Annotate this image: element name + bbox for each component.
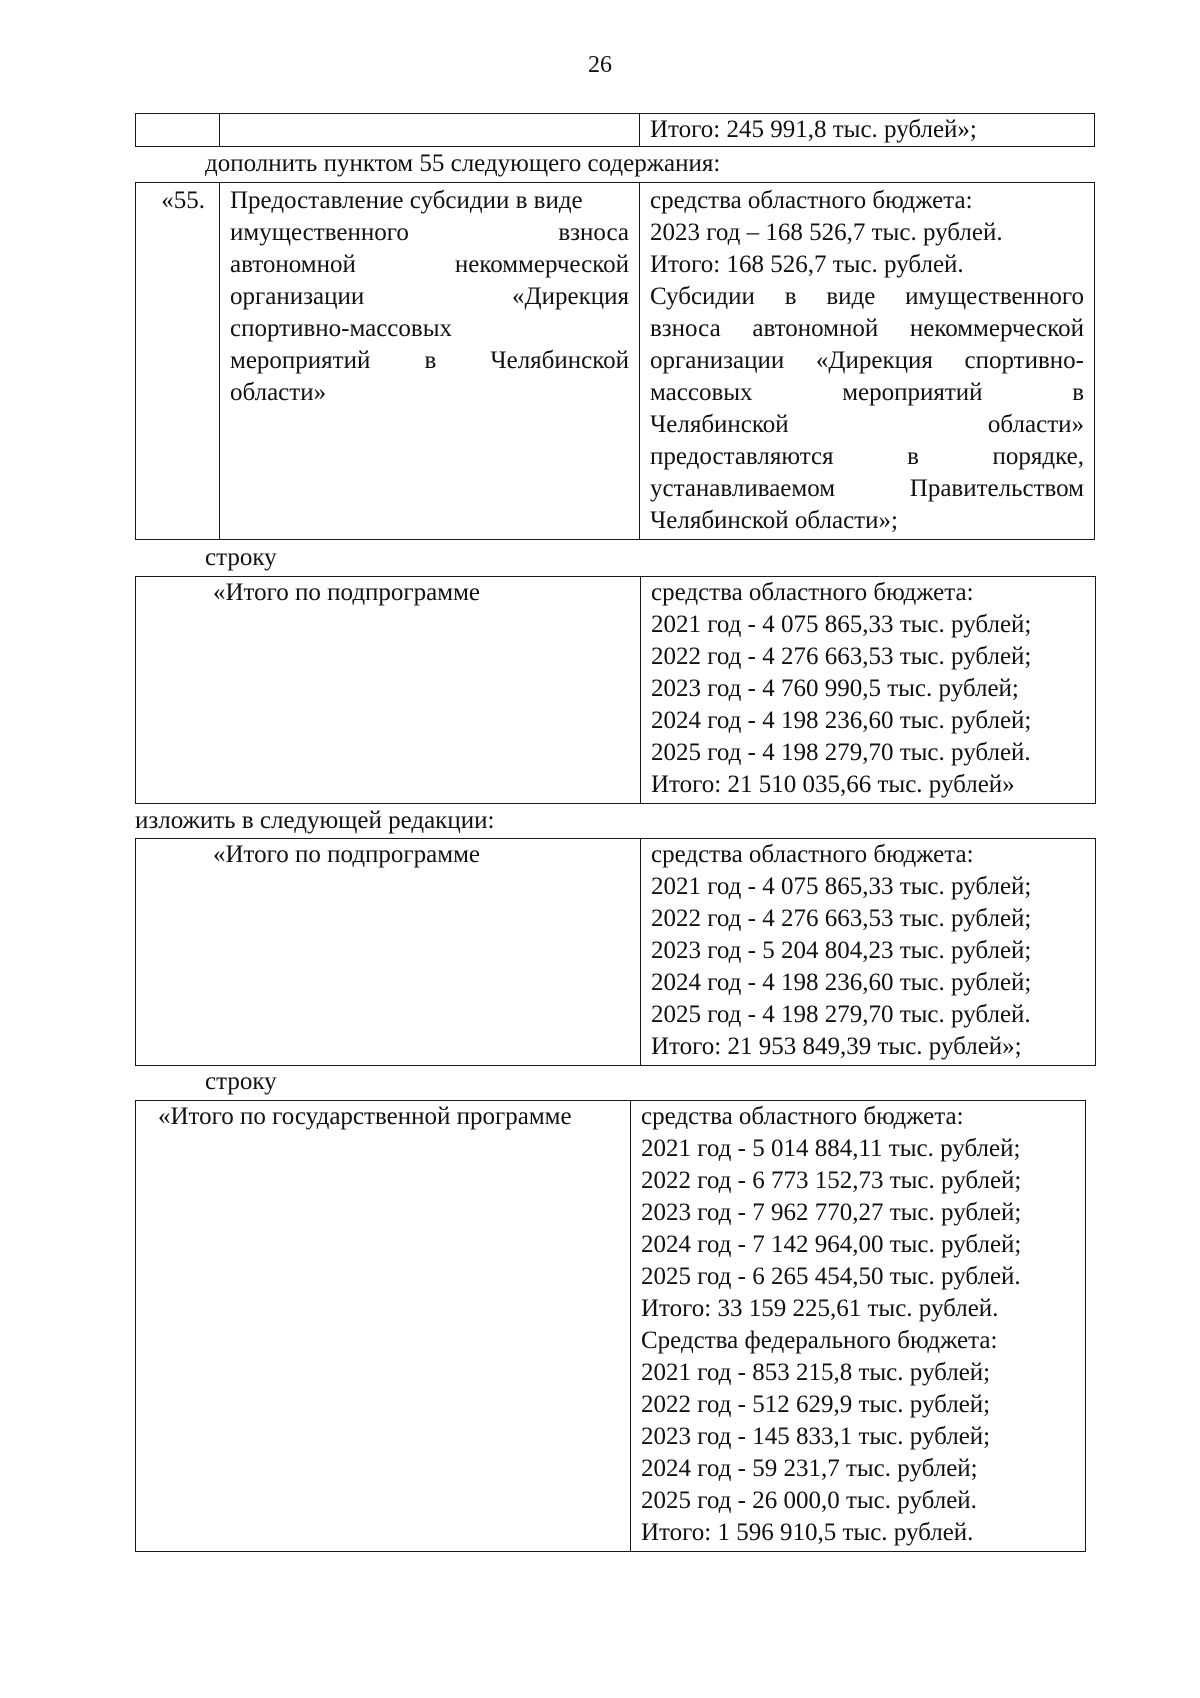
funding-line: 2022 год - 4 276 663,53 тыс. рублей; <box>651 905 1032 932</box>
name-line: области» <box>230 379 327 406</box>
row-title: «Итого по подпрограмме <box>213 841 481 868</box>
name-line: Предоставление субсидии в виде <box>230 187 583 214</box>
funding-line: 2021 год - 4 075 865,33 тыс. рублей; <box>651 611 1032 638</box>
table-subprogram-new <box>135 838 1096 1066</box>
name-line: мероприятий в Челябинской <box>230 347 629 374</box>
row-title: «Итого по государственной программе <box>158 1103 572 1130</box>
funding-line: Челябинской области» <box>650 411 1084 438</box>
funding-line: средства областного бюджета: <box>651 841 974 868</box>
instruction-line-1: строку <box>205 544 277 571</box>
funding-line: взноса автономной некоммерческой <box>650 315 1084 342</box>
table-state-program <box>135 1100 1086 1552</box>
page-number: 26 <box>588 52 612 78</box>
table-row <box>136 114 1095 147</box>
funding-line: 2024 год - 4 198 236,60 тыс. рублей; <box>651 969 1032 996</box>
funding-line: 2023 год - 5 204 804,23 тыс. рублей; <box>651 937 1032 964</box>
funding-line: 2023 год - 7 962 770,27 тыс. рублей; <box>641 1199 1022 1226</box>
cell-funding <box>641 839 1096 1066</box>
row-title: «Итого по подпрограмме <box>213 579 481 606</box>
funding-line: Итого: 33 159 225,61 тыс. рублей. <box>641 1295 999 1322</box>
table-top-total <box>135 113 1095 147</box>
funding-line: 2025 год - 6 265 454,50 тыс. рублей. <box>641 1263 1021 1290</box>
funding-line: 2025 год - 26 000,0 тыс. рублей. <box>641 1487 977 1514</box>
cell-title <box>136 577 641 804</box>
instruction-restate: изложить в следующей редакции: <box>135 807 495 834</box>
funding-line: Субсидии в виде имущественного <box>650 283 1084 310</box>
funding-line: 2024 год - 4 198 236,60 тыс. рублей; <box>651 707 1032 734</box>
funding-line: средства областного бюджета: <box>641 1103 964 1130</box>
funding-line: Итого: 168 526,7 тыс. рублей. <box>650 251 964 278</box>
name-line: организации «Дирекция <box>230 283 629 310</box>
table-row <box>136 577 1096 804</box>
item-number: «55. <box>161 187 205 214</box>
funding-line: 2025 год - 4 198 279,70 тыс. рублей. <box>651 1001 1031 1028</box>
funding-line: Итого: 21 510 035,66 тыс. рублей» <box>651 771 1015 798</box>
funding-line: Итого: 21 953 849,39 тыс. рублей»; <box>651 1033 1022 1060</box>
table-row <box>136 839 1096 1066</box>
funding-line: Челябинской области»; <box>650 507 898 534</box>
table-subprogram-old <box>135 576 1096 804</box>
cell-name <box>220 114 640 147</box>
name-line: имущественного взноса <box>230 219 629 246</box>
funding-line: 2021 год - 5 014 884,11 тыс. рублей; <box>641 1135 1021 1162</box>
funding-line: 2021 год - 853 215,8 тыс. рублей; <box>641 1359 991 1386</box>
funding-line: организации «Дирекция спортивно- <box>650 347 1084 374</box>
cell-funding <box>631 1101 1086 1552</box>
cell-title <box>136 839 641 1066</box>
cell-title <box>136 1101 631 1552</box>
cell-name <box>220 183 640 540</box>
cell-funding: Итого: 245 991,8 тыс. рублей»; <box>640 114 1095 147</box>
funding-line: 2022 год - 4 276 663,53 тыс. рублей; <box>651 643 1032 670</box>
funding-line: 2021 год - 4 075 865,33 тыс. рублей; <box>651 873 1032 900</box>
funding-line: 2022 год - 512 629,9 тыс. рублей; <box>641 1391 991 1418</box>
funding-line: 2024 год - 59 231,7 тыс. рублей; <box>641 1455 978 1482</box>
cell-funding <box>641 577 1096 804</box>
cell-number <box>136 183 220 540</box>
funding-line: предоставляются в порядке, <box>650 443 1084 470</box>
cell-number <box>136 114 220 147</box>
funding-line: средства областного бюджета: <box>651 579 974 606</box>
funding-line: Итого: 1 596 910,5 тыс. рублей. <box>641 1519 974 1546</box>
funding-line: 2023 год - 4 760 990,5 тыс. рублей; <box>651 675 1019 702</box>
funding-line: 2022 год - 6 773 152,73 тыс. рублей; <box>641 1167 1022 1194</box>
funding-line: 2023 год - 145 833,1 тыс. рублей; <box>641 1423 991 1450</box>
funding-line: Средства федерального бюджета: <box>641 1327 998 1354</box>
funding-line: 2023 год – 168 526,7 тыс. рублей. <box>650 219 1003 246</box>
funding-line: средства областного бюджета: <box>650 187 973 214</box>
name-line: автономной некоммерческой <box>230 251 629 278</box>
table-row <box>136 1101 1086 1552</box>
instruction-add-item: дополнить пунктом 55 следующего содержания: <box>205 150 721 177</box>
funding-line: 2025 год - 4 198 279,70 тыс. рублей. <box>651 739 1031 766</box>
name-line: спортивно-массовых <box>230 315 452 342</box>
instruction-line-2: строку <box>205 1068 277 1095</box>
funding-line: массовых мероприятий в <box>650 379 1084 406</box>
table-row <box>136 183 1095 540</box>
table-item-55 <box>135 182 1095 540</box>
funding-line: 2024 год - 7 142 964,00 тыс. рублей; <box>641 1231 1022 1258</box>
cell-funding <box>640 183 1095 540</box>
funding-line: устанавливаемом Правительством <box>650 475 1084 502</box>
